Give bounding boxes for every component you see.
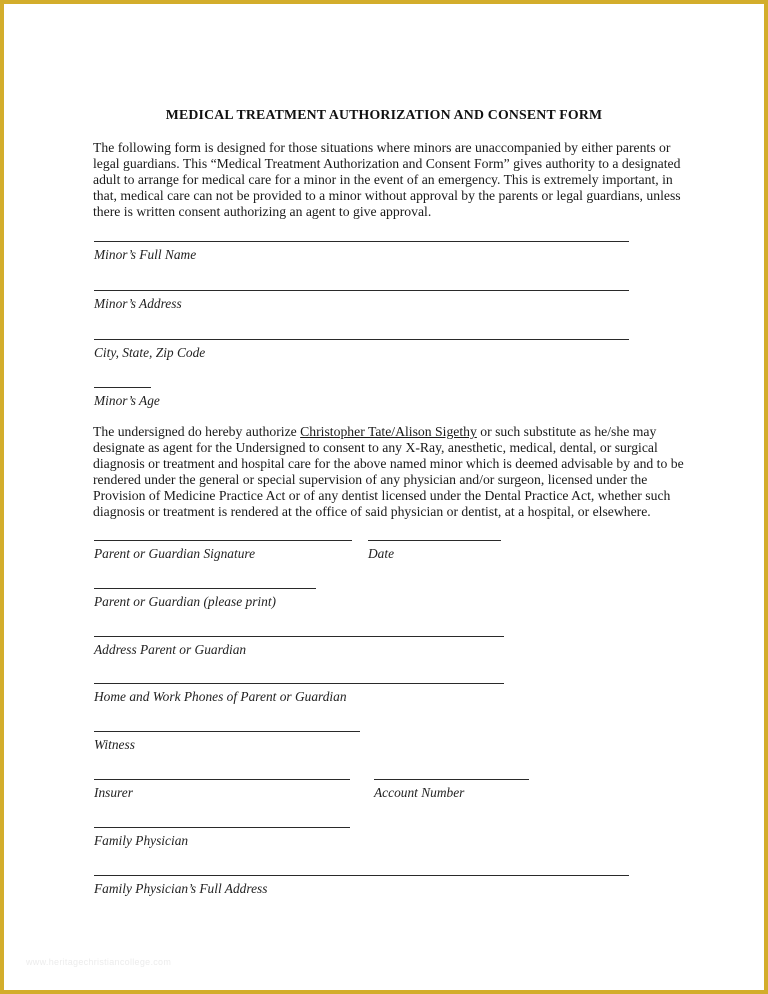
insurer-label: Insurer (94, 785, 133, 800)
authorization-text-before: The undersigned do hereby authorize (93, 424, 301, 439)
guardian-phones-field (94, 683, 504, 705)
guardian-address-line[interactable] (94, 636, 504, 637)
witness-label: Witness (94, 737, 135, 752)
intro-paragraph: The following form is designed for those situations where minors are unaccompanied by either parents or legal guardians. This “Medical Treatment Authorization and Consent Form” gives authority to a designated adult to arrange for medical care for a minor in the event of an emergency. This is extremely important, in that, medical care can not be provided to a minor without approval by the parents or legal guardians, unless there is written consent authorizing an agent to give approval. (93, 140, 681, 220)
guardian-print-name-label: Parent or Guardian (please print) (94, 594, 276, 609)
account-number-field (374, 779, 529, 801)
guardian-print-name-line[interactable] (94, 588, 316, 589)
minors-age-field (94, 387, 160, 409)
guardian-signature-field (94, 540, 352, 562)
insurer-field (94, 779, 350, 801)
witness-field (94, 731, 360, 753)
guardian-address-field (94, 636, 504, 658)
physician-address-field (94, 875, 629, 897)
account-number-label: Account Number (374, 785, 465, 800)
authorization-paragraph (93, 424, 685, 521)
city-state-zip-field (94, 339, 629, 361)
guardian-signature-label: Parent or Guardian Signature (94, 546, 256, 561)
account-number-line[interactable] (374, 779, 529, 780)
family-physician-line[interactable] (94, 827, 350, 828)
minors-age-line[interactable] (94, 387, 151, 388)
authorized-agents-names: Christopher Tate/Alison Sigethy (300, 424, 477, 439)
city-state-zip-label: City, State, Zip Code (94, 345, 206, 360)
minors-full-name-line[interactable] (94, 241, 629, 242)
watermark-url: www.heritagechristiancollege.com (26, 957, 172, 967)
minors-address-field (94, 290, 629, 312)
minors-age-label: Minor’s Age (94, 393, 160, 408)
guardian-address-label: Address Parent or Guardian (94, 642, 247, 657)
guardian-phones-line[interactable] (94, 683, 504, 684)
minors-full-name-label: Minor’s Full Name (94, 247, 197, 262)
guardian-signature-line[interactable] (94, 540, 352, 541)
family-physician-label: Family Physician (94, 833, 189, 848)
guardian-print-name-field (94, 588, 316, 610)
date-field (368, 540, 501, 562)
guardian-phones-label: Home and Work Phones of Parent or Guardian (94, 689, 347, 704)
form-title: MEDICAL TREATMENT AUTHORIZATION AND CONSENT FORM (165, 107, 603, 122)
minors-address-label: Minor’s Address (94, 296, 182, 311)
city-state-zip-line[interactable] (94, 339, 629, 340)
minors-full-name-field (94, 241, 629, 263)
witness-line[interactable] (94, 731, 360, 732)
date-label: Date (368, 546, 395, 561)
authorization-text-after: or such substitute as he/she may designate as agent for the Undersigned to consent to any X-Ray, anesthetic, medical, dental, or surgical diagnosis or treatment and hospital care for the above named minor which is deemed advisable by and to be rendered under the general or special supervision of any physician and/or surgeon, licensed under the Provision of Medicine Practice Act or of any dentist licensed under the Dental Practice Act, whether such diagnosis or treatment is rendered at the office of said physician or dentist, at a hospital, or elsewhere. (93, 424, 684, 520)
insurer-line[interactable] (94, 779, 350, 780)
physician-address-line[interactable] (94, 875, 629, 876)
minors-address-line[interactable] (94, 290, 629, 291)
date-line[interactable] (368, 540, 501, 541)
family-physician-field (94, 827, 350, 849)
physician-address-label: Family Physician’s Full Address (94, 881, 268, 896)
